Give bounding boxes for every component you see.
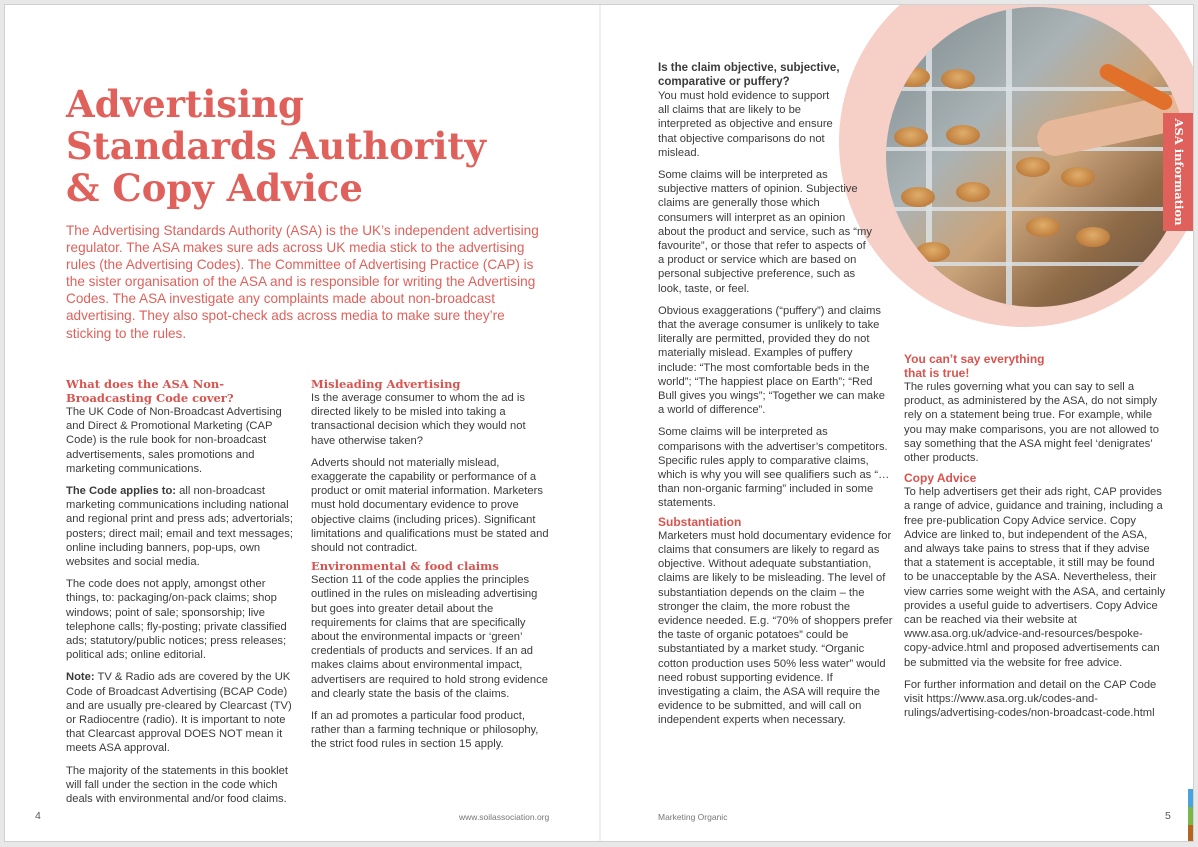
- paragraph: Obvious exaggerations (“puffery”) and claims that the average consumer is unlikely to take literally are permitted, provided they do not materially mislead. Examples of puffery include: “The most comfortable beds in the world”; “The happiest place on Earth”; “Red Bull gives you wings”; “Together we can make a world of difference”.: [658, 304, 885, 417]
- section-heading: You can’t say everything that is true!: [904, 352, 1045, 380]
- brochure-spread: [4, 4, 1194, 842]
- paragraph: Marketers must hold documentary evidence for claims that consumers are likely to regard as objective. Without adequate substantiation, claims are likely to be misleading. The level of substantiation depends on the claim – the stronger the claim, the more robust the evidence needed. E.g. “70% of shoppers prefer the taste of organic potatoes” could be substantiated by a market study. “Organic cotton production uses 50% less water” would need robust supporting evidence. If investigating a claim, the ASA will require the evidence to be submitted, and will call on independent experts when necessary.: [658, 529, 893, 727]
- paragraph-text: TV & Radio ads are covered by the UK Code of Broadcast Advertising (BCAP Code) and are usually pre-cleared by Clearcast (TV) or Radiocentre (radio). It is important to note that Clearcast approval DOES NOT mean it meets ASA approval.: [66, 671, 292, 755]
- page-title: [66, 83, 566, 209]
- paragraph: [66, 670, 301, 755]
- paragraph-lead: The Code applies to:: [66, 485, 177, 498]
- footer-title: Marketing Organic: [658, 812, 728, 822]
- title-line: & Copy Advice: [66, 166, 363, 210]
- column-4: [904, 352, 1166, 728]
- colour-edge-bars: [1188, 789, 1194, 842]
- edge-bar: [1188, 825, 1194, 842]
- paragraph: Section 11 of the code applies the principles outlined in the rules on misleading advertising but goes into greater detail about the requirements for claims that are specifically about the environmental impacts or ‘green’ credentials of products and services. If an ad makes claims about environmental impact, advertisers are required to hold strong evidence and clearly state the basis of the claims.: [311, 574, 548, 700]
- column-3: [658, 61, 893, 736]
- intro-paragraph: The Advertising Standards Authority (ASA) is the UK’s independent advertising regulator. The ASA makes sure ads across UK media stick to the advertising rules (the Advertising Codes). The Committee of Advertising Practice (CAP) is the sister organisation of the ASA and is responsible for writing the Advertising Codes. The ASA investigate any complaints made about non-broadcast advertising. They also spot-check ads across media to make sure they’re sticking to the rules.: [66, 223, 539, 341]
- footer-url: www.soilassociation.org: [459, 812, 550, 822]
- paragraph: The code does not apply, amongst other things, to: packaging/on-pack claims; shop windows; point of sale; sponsorship; live telephone calls; fly-posting; private classified ads; statutory/public notices; press releases; political ads; online editorial.: [66, 578, 287, 662]
- tab-label: ASA information: [1172, 118, 1186, 226]
- paragraph: Is the average consumer to whom the ad is directed likely to be misled into taking a transactional decision which they would not have otherwise taken?: [311, 392, 526, 447]
- paragraph: Some claims will be interpreted as comparisons with the advertiser’s competitors. Specific rules apply to comparative claims, which is why you will see qualifiers such as “… than non-organic farming” included in some statements.: [658, 426, 890, 510]
- column-2: [311, 377, 551, 760]
- edge-bar: [1188, 807, 1194, 825]
- paragraph: Some claims will be interpreted as subjective matters of opinion. Subjective claims are generally those which consumers will interpret as an opinion about the product and service, such as “my favourite”, or those that refer to aspects of a product or service which are based on personal subjective preference, such as look, taste, or feel.: [658, 169, 872, 295]
- edge-bar: [1188, 789, 1194, 807]
- page-number-right: 5: [1165, 810, 1171, 822]
- paragraph: The rules governing what you can say to sell a product, as administered by the ASA, do not simply rely on a statement being true. For example, while you may make comparisons, you are not allowed to say something that the ASA might feel ‘denigrates’ other products.: [904, 381, 1159, 465]
- title-line: Advertising: [66, 82, 304, 126]
- page-number-left: 4: [35, 810, 41, 822]
- bakery-rack-photo: [886, 7, 1186, 307]
- paragraph: Adverts should not materially mislead, exaggerate the capability or performance of a product or omit material information. Marketers must hold documentary evidence to prove objective claims (including prices). Significant limitations and qualifications must be stated and should not contradict.: [311, 456, 549, 555]
- paragraph: The UK Code of Non-Broadcast Advertising and Direct & Promotional Marketing (CAP Code) is the rule book for non-broadcast advertisements, sales promotions and marketing communications.: [66, 406, 282, 475]
- paragraph: If an ad promotes a particular food product, rather than a farming technique or philosophy, the strict food rules in section 15 apply.: [311, 710, 539, 751]
- section-heading: Environmental & food claims: [311, 559, 499, 574]
- section-heading: Copy Advice: [904, 471, 977, 486]
- asa-information-tab: [1163, 113, 1194, 231]
- section-heading: Substantiation: [658, 514, 742, 529]
- paragraph: The majority of the statements in this booklet will fall under the section in the code which deals with environmental and/or food claims.: [66, 764, 288, 806]
- paragraph: [66, 484, 301, 569]
- paragraph-text: all non-broadcast marketing communications including national and regional print and press ads; advertorials; posters; direct mail; email and text messages; online including banners, pop-ups, own websites and social media.: [66, 485, 293, 569]
- section-heading: What does the ASA Non-Broadcasting Code cover?: [66, 377, 234, 405]
- section-heading: Is the claim objective, subjective, comparative or puffery?: [658, 62, 840, 88]
- left-page: [5, 5, 599, 842]
- paragraph-lead: Note:: [66, 671, 95, 684]
- paragraph: For further information and detail on the CAP Code visit https://www.asa.org.uk/codes-and-rulings/advertising-codes/non-broadcast-code.html: [904, 678, 1157, 720]
- title-line: Standards Authority: [66, 124, 487, 168]
- paragraph: You must hold evidence to support all claims that are likely to be interpreted as objective and ensure that objective comparisons do not mislead.: [658, 90, 833, 159]
- section-heading: Misleading Advertising: [311, 377, 461, 391]
- column-1: [66, 377, 301, 814]
- paragraph: To help advertisers get their ads right, CAP provides a range of advice, guidance and training, including a free pre-publication Copy Advice service. Copy Advice are linked to, but independent of the ASA, and always take pains to stress that if they advise that a statement is acceptable, it still may be found to be unacceptable by the ASA. Nevertheless, their view carries some weight with the ASA, and certainly provides a useful guide to advertisers. Copy Advice can be reached via their website at www.asa.org.uk/advice-and-resources/bespoke-copy-advice.html and proposed advertisements can be submitted via the website for free advice.: [904, 486, 1166, 669]
